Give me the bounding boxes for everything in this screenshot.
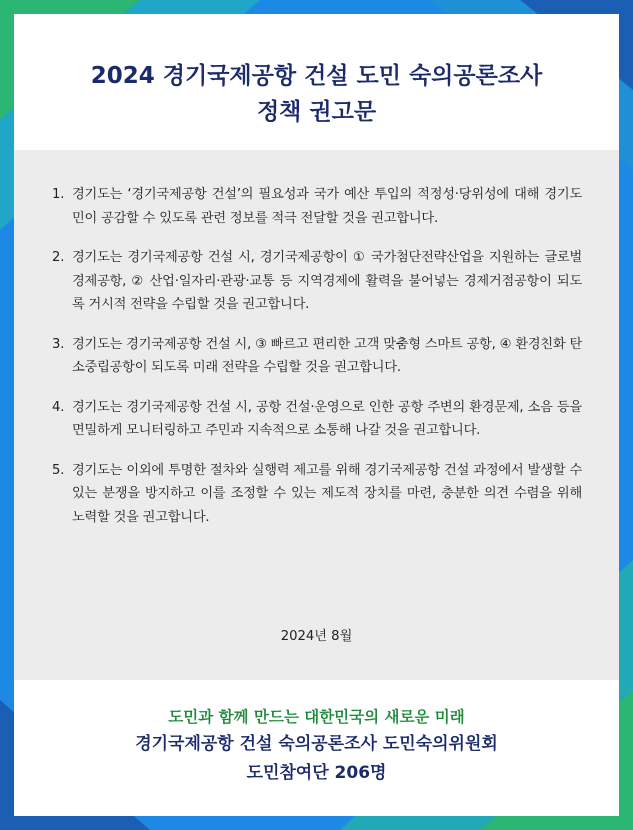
document-panel bbox=[14, 14, 619, 816]
footer-slogan: 도민과 함께 만드는 대한민국의 새로운 미래 bbox=[168, 708, 465, 726]
item-number: 3. bbox=[52, 336, 65, 352]
footer-participant-count: 도민참여단 206명 bbox=[246, 763, 387, 783]
footer-organization: 경기국제공항 건설 숙의공론조사 도민숙의위원회 bbox=[135, 734, 498, 754]
footer bbox=[14, 704, 619, 788]
recommendation-item bbox=[52, 183, 582, 230]
title-line-1: 2024 경기국제공항 건설 도민 숙의공론조사 bbox=[90, 63, 543, 89]
recommendation-box bbox=[14, 150, 619, 680]
item-text: 경기도는 ‘경기국제공항 건설’의 필요성과 국가 예산 투입의 적정성·당위성에 대해 경기도민이 공감할 수 있도록 관련 정보를 적극 전달할 것을 권고합니다. bbox=[72, 187, 582, 226]
document-date: 2024년 8월 bbox=[280, 629, 353, 644]
item-text: 경기도는 경기국제공항 건설 시, 공항 건설·운영으로 인한 공항 주변의 환경문제, 소음 등을 면밀하게 모니터링하고 주민과 지속적으로 소통해 나갈 것을 권고합니다. bbox=[72, 399, 582, 438]
recommendation-list bbox=[52, 183, 582, 545]
item-number: 4. bbox=[52, 399, 65, 415]
item-number: 5. bbox=[52, 462, 65, 478]
item-text: 경기도는 경기국제공항 건설 시, 경기국제공항이 ① 국가첨단전략산업을 지원하는 글로벌 경제공항, ② 산업·일자리·관광·교통 등 지역경제에 활력을 불어넣는 경제거점공항이 되도록 거시적 전략을 수립할 것을 권고합니다. bbox=[72, 250, 582, 312]
item-text: 경기도는 경기국제공항 건설 시, ③ 빠르고 편리한 고객 맞춤형 스마트 공항, ④ 환경친화 탄소중립공항이 되도록 미래 전략을 수립할 것을 권고합니다. bbox=[72, 336, 582, 375]
title-line-2: 정책 권고문 bbox=[256, 99, 377, 125]
item-text: 경기도는 이외에 투명한 절차와 실행력 제고를 위해 경기국제공항 건설 과정에서 발생할 수 있는 분쟁을 방지하고 이를 조정할 수 있는 제도적 장치를 마련, 충분한 의견 수렴을 위해 노력할 것을 권고합니다. bbox=[72, 462, 582, 525]
recommendation-item bbox=[52, 246, 582, 317]
item-number: 2. bbox=[52, 250, 65, 265]
recommendation-item bbox=[52, 333, 582, 380]
recommendation-item bbox=[52, 459, 582, 530]
recommendation-item bbox=[52, 396, 582, 443]
item-number: 1. bbox=[52, 187, 65, 202]
document-title bbox=[14, 58, 619, 130]
